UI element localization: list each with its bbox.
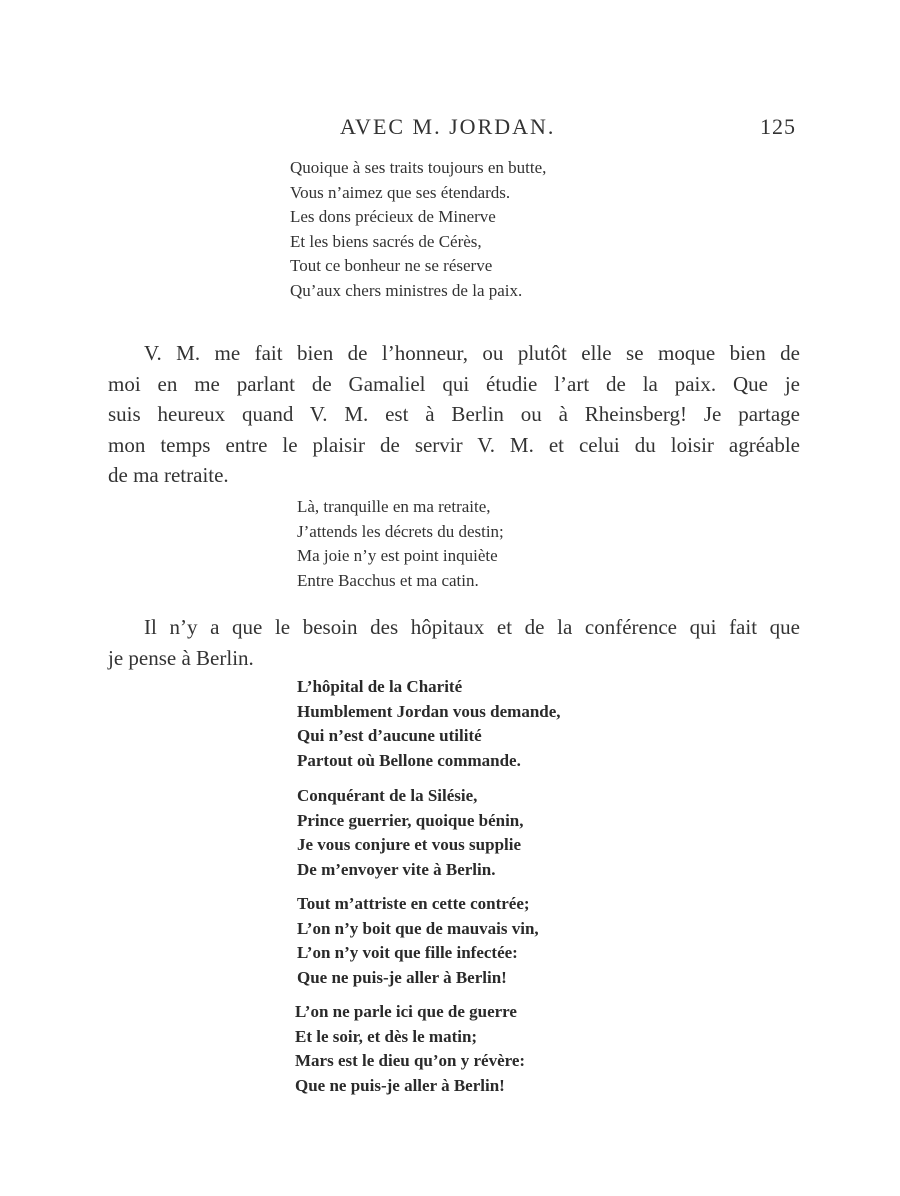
prose-paragraph-1 <box>108 338 800 491</box>
verse-line: Qui n’est d’aucune utilité <box>297 726 482 746</box>
verse-line: L’on ne parle ici que de guerre <box>295 1002 517 1021</box>
poem-stanza-3 <box>297 675 561 773</box>
verse-line: Là, tranquille en ma retraite, <box>297 497 491 516</box>
verse-line: Entre Bacchus et ma catin. <box>297 570 479 590</box>
running-header: AVEC M. JORDAN. <box>340 114 556 139</box>
verse-line: De m’envoyer vite à Berlin. <box>297 859 496 879</box>
page-number: 125 <box>760 114 796 139</box>
verse-line: Et le soir, et dès le matin; <box>295 1026 478 1046</box>
verse-line: Ma joie n’y est point inquiète <box>297 546 498 566</box>
verse-line: L’on n’y boit que de mauvais vin, <box>297 918 539 938</box>
verse-line: Et les biens sacrés de Cérès, <box>290 231 482 251</box>
verse-line: J’attends les décrets du destin; <box>297 521 504 541</box>
prose-line: V. M. me fait bien de l’honneur, ou plutôt elle se moque bien de <box>144 341 800 365</box>
prose-line: Il n’y a que le besoin des hôpitaux et de la conférence qui fait que <box>144 615 800 639</box>
verse-line: Humblement Jordan vous demande, <box>297 701 561 721</box>
verse-line: Prince guerrier, quoique bénin, <box>297 810 524 830</box>
verse-line: Que ne puis-je aller à Berlin! <box>295 1075 505 1095</box>
poem-stanza-4 <box>297 784 524 882</box>
verse-line: Mars est le dieu qu’on y révère: <box>295 1051 526 1071</box>
verse-line: Tout m’attriste en cette contrée; <box>297 894 530 913</box>
verse-line: Quoique à ses traits toujours en butte, <box>290 158 547 177</box>
verse-line: Les dons précieux de Minerve <box>290 207 496 227</box>
verse-line: L’on n’y voit que fille infectée: <box>297 943 518 963</box>
poem-stanza-6 <box>295 1000 525 1098</box>
poem-stanza-1 <box>290 156 546 304</box>
verse-line: Que ne puis-je aller à Berlin! <box>297 967 507 987</box>
prose-line: moi en me parlant de Gamaliel qui étudie l’art de la paix. Que je <box>108 371 800 396</box>
verse-line: Conquérant de la Silésie, <box>297 786 478 805</box>
verse-line: Qu’aux chers ministres de la paix. <box>290 280 523 300</box>
poem-stanza-2 <box>297 495 504 593</box>
verse-line: L’hôpital de la Charité <box>297 677 463 696</box>
prose-line: de ma retraite. <box>108 463 229 487</box>
prose-line: suis heureux quand V. M. est à Berlin ou à Rheinsberg! Je partage <box>108 402 800 426</box>
poem-stanza-5 <box>297 892 539 990</box>
verse-line: Partout où Bellone commande. <box>297 750 521 770</box>
verse-line: Je vous conjure et vous supplie <box>297 835 522 855</box>
prose-line: mon temps entre le plaisir de servir V. M. et celui du loisir agréable <box>108 432 800 457</box>
prose-line: je pense à Berlin. <box>108 645 254 670</box>
verse-line: Vous n’aimez que ses étendards. <box>290 182 511 202</box>
prose-paragraph-2 <box>108 612 800 673</box>
verse-line: Tout ce bonheur ne se réserve <box>290 256 493 276</box>
